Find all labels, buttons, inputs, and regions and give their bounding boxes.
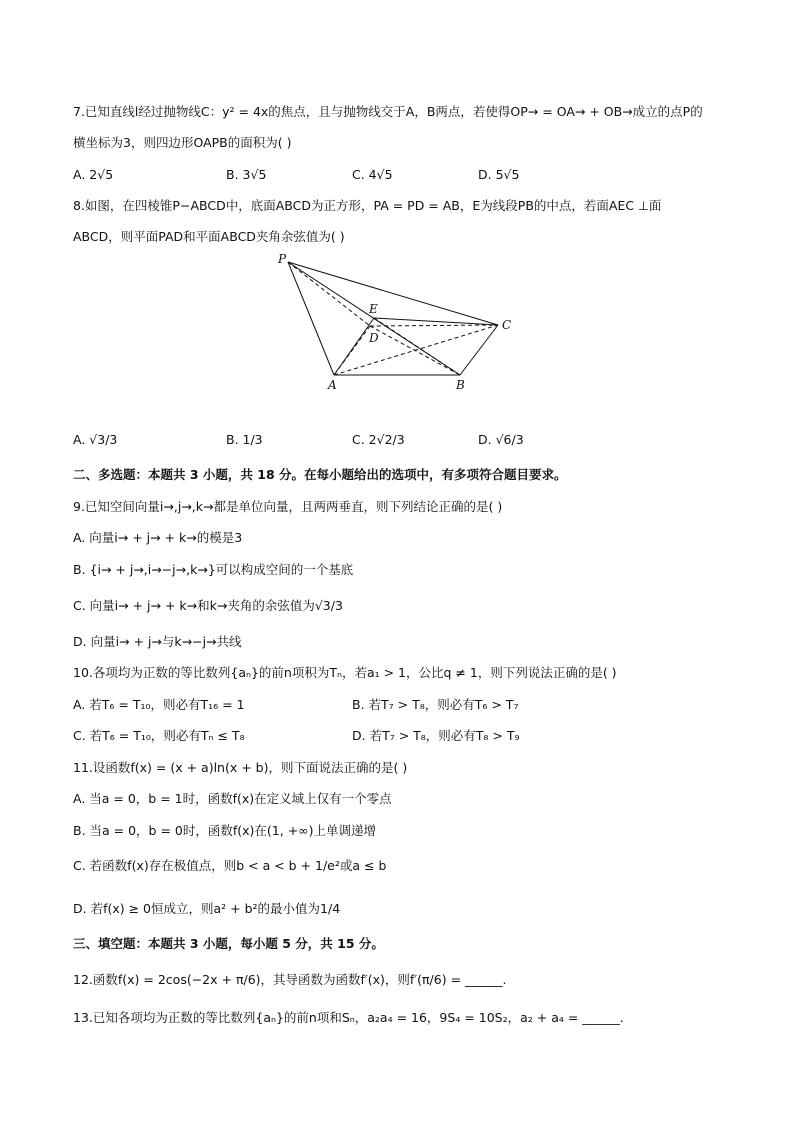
q10-option-b: B. 若T₇ > T₈，则必有T₆ > T₇	[352, 697, 519, 712]
q8-stem-continued: ABCD，则平面PAD和平面ABCD夹角余弦值为( )	[73, 229, 345, 244]
q7-stem-continued: 横坐标为3，则四边形OAPB的面积为( )	[73, 135, 292, 150]
q9-option-d: D. 向量i→ + j→与k→−j→共线	[73, 634, 242, 649]
q13-stem: 13.已知各项均为正数的等比数列{aₙ}的前n项和Sₙ，a₂a₄ = 16，9S₄ = 10S₂，a₂ + a₄ = ______.	[73, 1010, 624, 1025]
label-p: P	[278, 252, 287, 266]
q8-option-a: A. √3/3	[73, 432, 118, 447]
q7-option-b: B. 3√5	[226, 167, 267, 182]
q11-option-b: B. 当a = 0，b = 0时，函数f(x)在(1, +∞)上单调递增	[73, 823, 376, 838]
q7-option-d: D. 5√5	[478, 167, 520, 182]
label-d: D	[369, 331, 379, 345]
section-3-heading: 三、填空题：本题共 3 小题，每小题 5 分，共 15 分。	[73, 936, 384, 951]
q9-option-c: C. 向量i→ + j→ + k→和k→夹角的余弦值为√3/3	[73, 598, 343, 613]
label-a: A	[328, 378, 337, 392]
q11-option-c: C. 若函数f(x)存在极值点，则b < a < b + 1/e²或a ≤ b	[73, 858, 387, 873]
q10-option-a: A. 若T₆ = T₁₀，则必有T₁₆ = 1	[73, 697, 245, 712]
label-c: C	[502, 318, 512, 332]
q10-option-c: C. 若T₆ = T₁₀，则必有Tₙ ≤ T₈	[73, 728, 245, 743]
label-e: E	[369, 302, 378, 316]
q11-stem: 11.设函数f(x) = (x + a)ln(x + b)，则下面说法正确的是( )	[73, 760, 408, 775]
label-b: B	[456, 378, 465, 392]
q9-option-a: A. 向量i→ + j→ + k→的模是3	[73, 530, 243, 545]
q8-option-c: C. 2√2/3	[352, 432, 405, 447]
q8-option-b: B. 1/3	[226, 432, 263, 447]
q12-stem: 12.函数f(x) = 2cos(−2x + π/6)，其导函数为函数f′(x)，则f′(π/6) = ______.	[73, 972, 507, 987]
q11-option-d: D. 若f(x) ≥ 0恒成立，则a² + b²的最小值为1/4	[73, 901, 341, 916]
q9-stem: 9.已知空间向量i→,j→,k→都是单位向量，且两两垂直，则下列结论正确的是( )	[73, 499, 503, 514]
pyramid-figure	[270, 248, 530, 398]
q8-stem: 8.如图，在四棱锥P−ABCD中，底面ABCD为正方形，PA = PD = AB，E为线段PB的中点，若面AEC ⊥面	[73, 198, 662, 213]
q11-option-a: A. 当a = 0，b = 1时，函数f(x)在定义域上仅有一个零点	[73, 791, 392, 806]
q10-option-d: D. 若T₇ > T₈，则必有T₈ > T₉	[352, 728, 520, 743]
q7-stem: 7.已知直线l经过抛物线C：y² = 4x的焦点，且与抛物线交于A，B两点，若使得OP→ = OA→ + OB→成立的点P的	[73, 104, 703, 119]
q7-option-c: C. 4√5	[352, 167, 393, 182]
section-2-heading: 二、多选题：本题共 3 小题，共 18 分。在每小题给出的选项中，有多项符合题目要求。	[73, 467, 567, 482]
q8-option-d: D. √6/3	[478, 432, 524, 447]
q10-stem: 10.各项均为正数的等比数列{aₙ}的前n项积为Tₙ，若a₁ > 1，公比q ≠ 1，则下列说法正确的是( )	[73, 665, 617, 680]
q7-option-a: A. 2√5	[73, 167, 114, 182]
q9-option-b: B. {i→ + j→,i→−j→,k→}可以构成空间的一个基底	[73, 562, 354, 577]
